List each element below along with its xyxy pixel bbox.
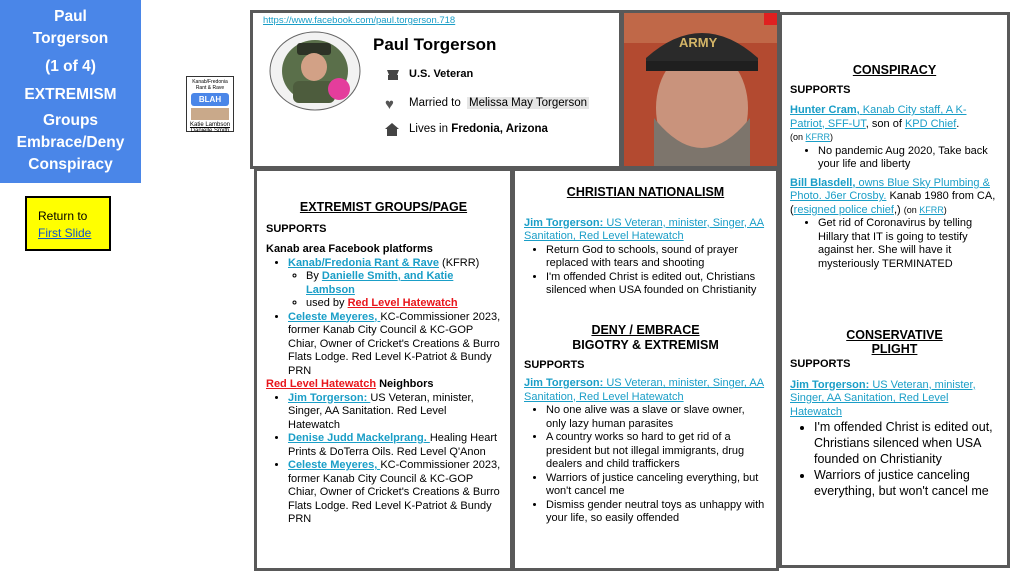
title-panel (0, 0, 141, 183)
on-kfrr (790, 132, 833, 142)
title-line: EXTREMISM (24, 86, 117, 103)
lives-place: Fredonia, Arizona (451, 123, 548, 135)
resigned-chief-link[interactable]: resigned police chief (793, 203, 894, 216)
christian-nationalism-heading: CHRISTIAN NATIONALISM (566, 185, 725, 199)
list-item (288, 432, 501, 459)
bill-rest-text: Kanab 1980 from CA, ( (790, 190, 996, 216)
hunter-quotes (790, 145, 999, 172)
bill-blasdell-link[interactable]: Bill Blasdell, (790, 176, 859, 189)
denise-link[interactable]: Denise Judd Mackelprang. (288, 432, 430, 444)
jim-torgerson-link[interactable]: Jim Torgerson: (524, 377, 607, 389)
list-item: • Warriors of justice canceling everything, but won't cancel me (546, 472, 767, 499)
list-item (288, 459, 501, 527)
return-box (25, 196, 111, 251)
profile-card (250, 10, 622, 169)
lives-label: Lives in (409, 123, 448, 135)
bill-entry (790, 177, 999, 218)
jim-torgerson-link[interactable]: Jim Torgerson: (524, 216, 607, 229)
son-of-text: , son of (865, 117, 905, 130)
supports-label: SUPPORTS (790, 83, 851, 96)
list-item: • No one alive was a slave or slave owner, only lazy human parasites (546, 404, 767, 431)
kanab-heading: Kanab area Facebook platforms (266, 243, 433, 255)
bill-close-text: ,) (893, 203, 904, 216)
title-line: Groups (42, 112, 99, 129)
veteran-label: U.S. Veteran (409, 68, 474, 80)
celeste-desc: KC-Commissioner 2023, former Kanab City Council & KC-GOP Chiar, Owner of Cricket's Creations & Burro Flats Lodge. Red Level K-Patriot & Bundy PRN (288, 310, 501, 377)
close-paren: ) (943, 204, 947, 215)
list-item: • Warriors of justice canceling everything, but won't cancel me (814, 467, 999, 499)
hunter-entry (790, 104, 999, 145)
hunter-cram-link[interactable]: Hunter Cram, (790, 104, 863, 116)
list-item: • Return God to schools, sound of prayer replaced with tears and shooting (546, 244, 767, 271)
heart-icon: ♥ (385, 96, 394, 113)
christian-nationalism-panel (512, 168, 779, 571)
jim-desc-link[interactable]: US Veteran, minister, Singer, AA Sanitation, Red Level Hatewatch (524, 216, 765, 242)
close-paren: ) (830, 132, 834, 142)
title-line: Paul (54, 8, 87, 25)
facebook-url-link[interactable]: https://www.facebook.com/paul.torgerson.718 (263, 15, 456, 26)
avatar (269, 31, 361, 111)
kfrr-sublist (288, 270, 501, 311)
list-item (288, 311, 501, 379)
celeste-meyeres-link[interactable]: Celeste Meyeres, (288, 310, 381, 323)
by-text: By (306, 270, 322, 282)
jim-torgerson-link[interactable]: Jim Torgerson: (790, 378, 873, 391)
list-item (288, 257, 501, 311)
and-text: , and (397, 270, 427, 282)
logo-name: Danielle Smith (190, 128, 230, 134)
blah-badge: BLAH (191, 93, 229, 106)
list-item: • No pandemic Aug 2020, Take back your life and liberty (818, 145, 999, 172)
deny-embrace-heading (524, 323, 767, 353)
married-line (409, 97, 589, 109)
neighbors-list (266, 392, 501, 527)
jim-entry (524, 217, 767, 244)
heading-line: PLIGHT (871, 341, 918, 356)
kfrr-suffix: (KFRR) (438, 256, 480, 269)
jim-desc-link[interactable]: US Veteran, minister, Singer, AA Sanitation, Red Level Hatewatch (790, 378, 976, 418)
spouse-name: Melissa May Torgerson (468, 97, 588, 109)
kfrr-link[interactable]: KFRR (805, 132, 831, 142)
list-item (288, 392, 501, 433)
cn-quotes (524, 244, 767, 298)
logo-name: Katie Lambson (189, 122, 231, 128)
kfrr-link[interactable]: KFRR (919, 204, 944, 215)
title-line: (1 of 4) (45, 58, 96, 75)
veteran-icon (386, 68, 400, 80)
jim-entry (790, 379, 999, 420)
de-quotes (524, 404, 767, 526)
kpd-chief-link[interactable]: KPD Chief (904, 117, 957, 130)
list-item: • A country works so hard to get rid of a president but not illegal immigrants, drug dealers and child traffickers (546, 431, 767, 472)
neighbors-heading (266, 378, 501, 392)
logo-caption: Kanab/Fredonia Rant & Rave (192, 79, 228, 91)
bill-desc-link[interactable]: owns Blue Sky Plumbing & Photo. J6er Crosby. (790, 176, 990, 202)
danielle-smith-link[interactable]: Danielle Smith (321, 270, 398, 282)
title-line: Embrace/Deny (16, 134, 125, 151)
list-item (306, 270, 501, 297)
hat-text: ARMY (679, 35, 718, 50)
extremist-panel (254, 168, 513, 571)
on-text: (on (790, 132, 806, 142)
red-level-hatewatch-link[interactable]: Red Level Hatewatch (266, 378, 377, 390)
supports-label: SUPPORTS (790, 358, 851, 370)
list-item (306, 297, 501, 311)
list-item: • I'm offended Christ is edited out, Christians silenced when USA founded on Christianity (814, 419, 999, 467)
supports-label: SUPPORTS (266, 222, 327, 235)
celeste-desc: KC-Commissioner 2023, former Kanab City Council & KC-GOP Chiar, Owner of Cricket's Creations & Burro Flats Lodge. Red Level K-Patriot & Bundy PRN (288, 459, 501, 525)
jim-torgerson-link[interactable]: Jim Torgerson: (288, 391, 371, 404)
lives-line (409, 123, 548, 135)
conspiracy-panel (779, 12, 1010, 568)
heading-line: CONSERVATIVE (846, 328, 943, 342)
title-line: Conspiracy (28, 156, 113, 173)
heading-line: DENY / EMBRACE (591, 322, 700, 337)
hunter-desc-link[interactable]: Kanab City staff, A K-Patriot, SFF-UT (790, 104, 967, 130)
period-text: . (956, 117, 960, 130)
katie-lambson-link[interactable]: Katie Lambson (306, 270, 454, 296)
conspiracy-heading: CONSPIRACY (852, 63, 937, 77)
neighbors-text: Neighbors (376, 378, 434, 390)
supports-label: SUPPORTS (524, 358, 585, 371)
profile-name: Paul Torgerson (373, 35, 497, 54)
list-item: • I'm offended Christ is edited out, Christians silenced when USA founded on Christianity (546, 271, 767, 298)
heading-line: BIGOTRY & EXTREMISM (572, 337, 719, 352)
used-by-text: used by (306, 297, 348, 309)
kfrr-logo (186, 76, 234, 132)
list-item: • Get rid of Coronavirus by telling Hillary that IT is going to testify against her. She will have it mysteriously TERMINATED (818, 217, 999, 271)
return-label: Return to (38, 209, 88, 223)
red-level-hatewatch-link[interactable]: Red Level Hatewatch (347, 297, 458, 309)
kfrr-link[interactable]: Kanab/Fredonia Rant & Rave (288, 256, 439, 269)
home-icon (385, 123, 399, 136)
logo-photo (191, 108, 229, 120)
denise-desc: Healing Heart Prints & DoTerra Oils. Red Level Q'Anon (288, 432, 498, 458)
profile-photo (621, 10, 780, 169)
on-kfrr (904, 205, 947, 215)
celeste-meyeres-link[interactable]: Celeste Meyeres, (288, 459, 381, 471)
kanab-list (266, 257, 501, 379)
list-item: • Dismiss gender neutral toys as unhappy with your life, so easily offended (546, 499, 767, 526)
jim-desc: US Veteran, minister, Singer, AA Sanitation. Red Level Hatewatch (288, 391, 474, 431)
jim-entry (524, 377, 767, 404)
on-text: (on (903, 204, 920, 215)
bill-quotes (790, 217, 999, 271)
first-slide-link[interactable]: First Slide (38, 226, 92, 240)
married-label: Married to (409, 97, 461, 109)
conservative-heading (790, 329, 999, 356)
conservative-quotes (790, 419, 999, 499)
jim-desc-link[interactable]: US Veteran, minister, Singer, AA Sanitation, Red Level Hatewatch (524, 377, 765, 403)
extremist-heading: EXTREMIST GROUPS/PAGE (299, 200, 468, 214)
title-line: Torgerson (32, 30, 109, 47)
